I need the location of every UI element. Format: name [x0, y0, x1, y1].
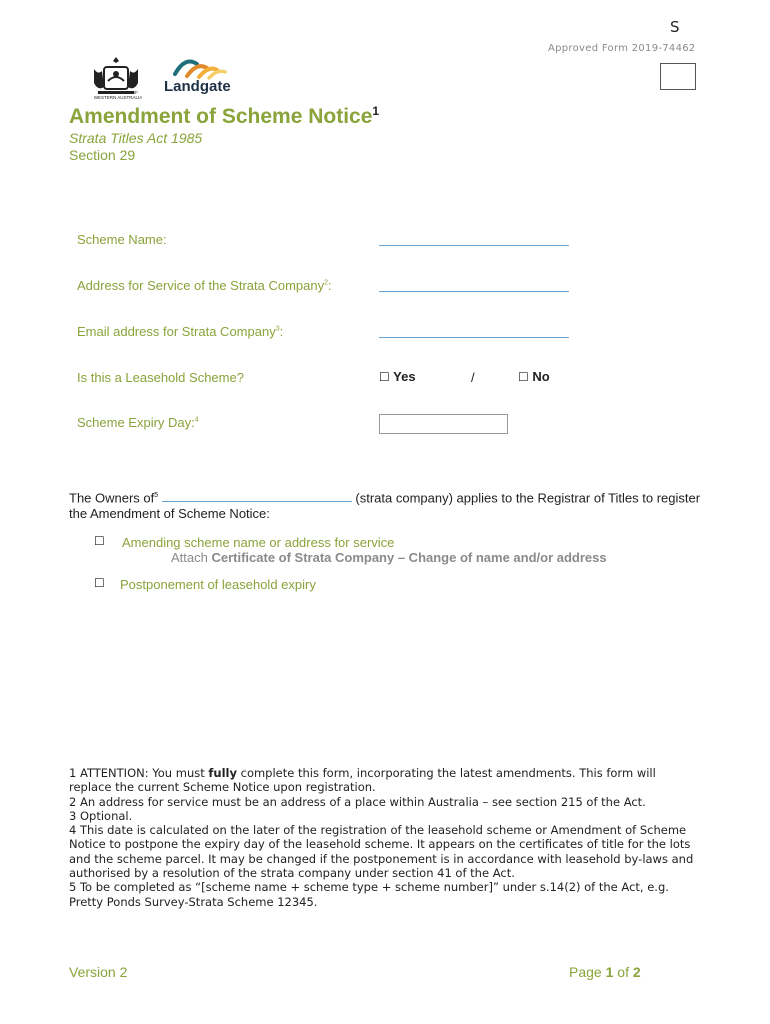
page-title: Amendment of Scheme Notice$^1$ — [69, 104, 380, 128]
landgate-logo-text: Landgate — [164, 78, 231, 95]
landgate-logo-icon — [173, 58, 229, 80]
footnote-2: 2 An address for service must be an address of a place within Australia – see section 215 of the Act. — [69, 794, 646, 809]
address-label: Address for Service of the Strata Company$^2$: — [77, 278, 332, 293]
leasehold-label: Is this a Leasehold Scheme? — [77, 370, 244, 385]
approved-form-number: Approved Form 2019-74462 — [548, 43, 696, 54]
leasehold-separator: / — [471, 370, 475, 385]
email-field[interactable] — [379, 337, 569, 338]
address-field[interactable] — [379, 291, 569, 292]
footnote-5: 5 To be completed as “[scheme name + scheme type + scheme number]” under s.14(2) of the Act, e.g. Pretty Ponds Survey-Strata Scheme 12345. — [69, 880, 669, 909]
crest-caption: GOVERNMENT OF WESTERN AUSTRALIA — [93, 90, 143, 100]
scheme-name-label: Scheme Name: — [77, 232, 167, 247]
leasehold-yes-checkbox[interactable]: ☐ Yes — [379, 369, 416, 384]
footnotes — [69, 766, 699, 909]
email-label: Email address for Strata Company$^3$: — [77, 324, 284, 339]
amend-option-label: Amending scheme name or address for service — [122, 535, 395, 550]
owners-statement: The Owners $of^5$ (strata company) applies to the Registrar of Titles to register the Amendment of Scheme Notice: — [69, 490, 701, 522]
expiry-label: Scheme Expiry Day:$^4$ — [77, 415, 199, 430]
expiry-day-input[interactable] — [379, 414, 508, 434]
attach-instruction: Attach Certificate of Strata Company – Change of name and/or address — [171, 550, 607, 565]
office-use-box — [660, 63, 696, 90]
postpone-checkbox[interactable]: ☐ — [94, 576, 105, 590]
section-number: Section 29 — [69, 147, 136, 163]
footnote-3: 3 Optional. — [69, 808, 133, 823]
act-name: Strata Titles Act 1985 — [69, 130, 203, 146]
corner-letter: S — [670, 18, 680, 36]
amend-checkbox[interactable]: ☐ — [94, 534, 105, 548]
page-number: Page 1 of 2 — [569, 964, 641, 980]
scheme-name-field[interactable] — [379, 245, 569, 246]
footnote-4: 4 This date is calculated on the later of the registration of the leasehold scheme or Amendment of Scheme Notice to postpone the expiry day of the leasehold scheme. It appears on the certificates of title for the lots and the scheme parcel. It may be changed if the postponement is in accordance with leasehold by-laws and authorised by a resolution of the strata company under section 41 of the Act. — [69, 823, 694, 881]
postpone-option-label: Postponement of leasehold expiry — [120, 577, 316, 592]
footnote-1: 1 ATTENTION: You must fully complete this form, incorporating the latest amendments. This form will replace the current Scheme Notice upon registration. — [69, 766, 656, 795]
version-label: Version 2 — [69, 964, 128, 980]
strata-company-field[interactable] — [162, 490, 352, 502]
leasehold-no-checkbox[interactable]: ☐ No — [518, 369, 550, 384]
